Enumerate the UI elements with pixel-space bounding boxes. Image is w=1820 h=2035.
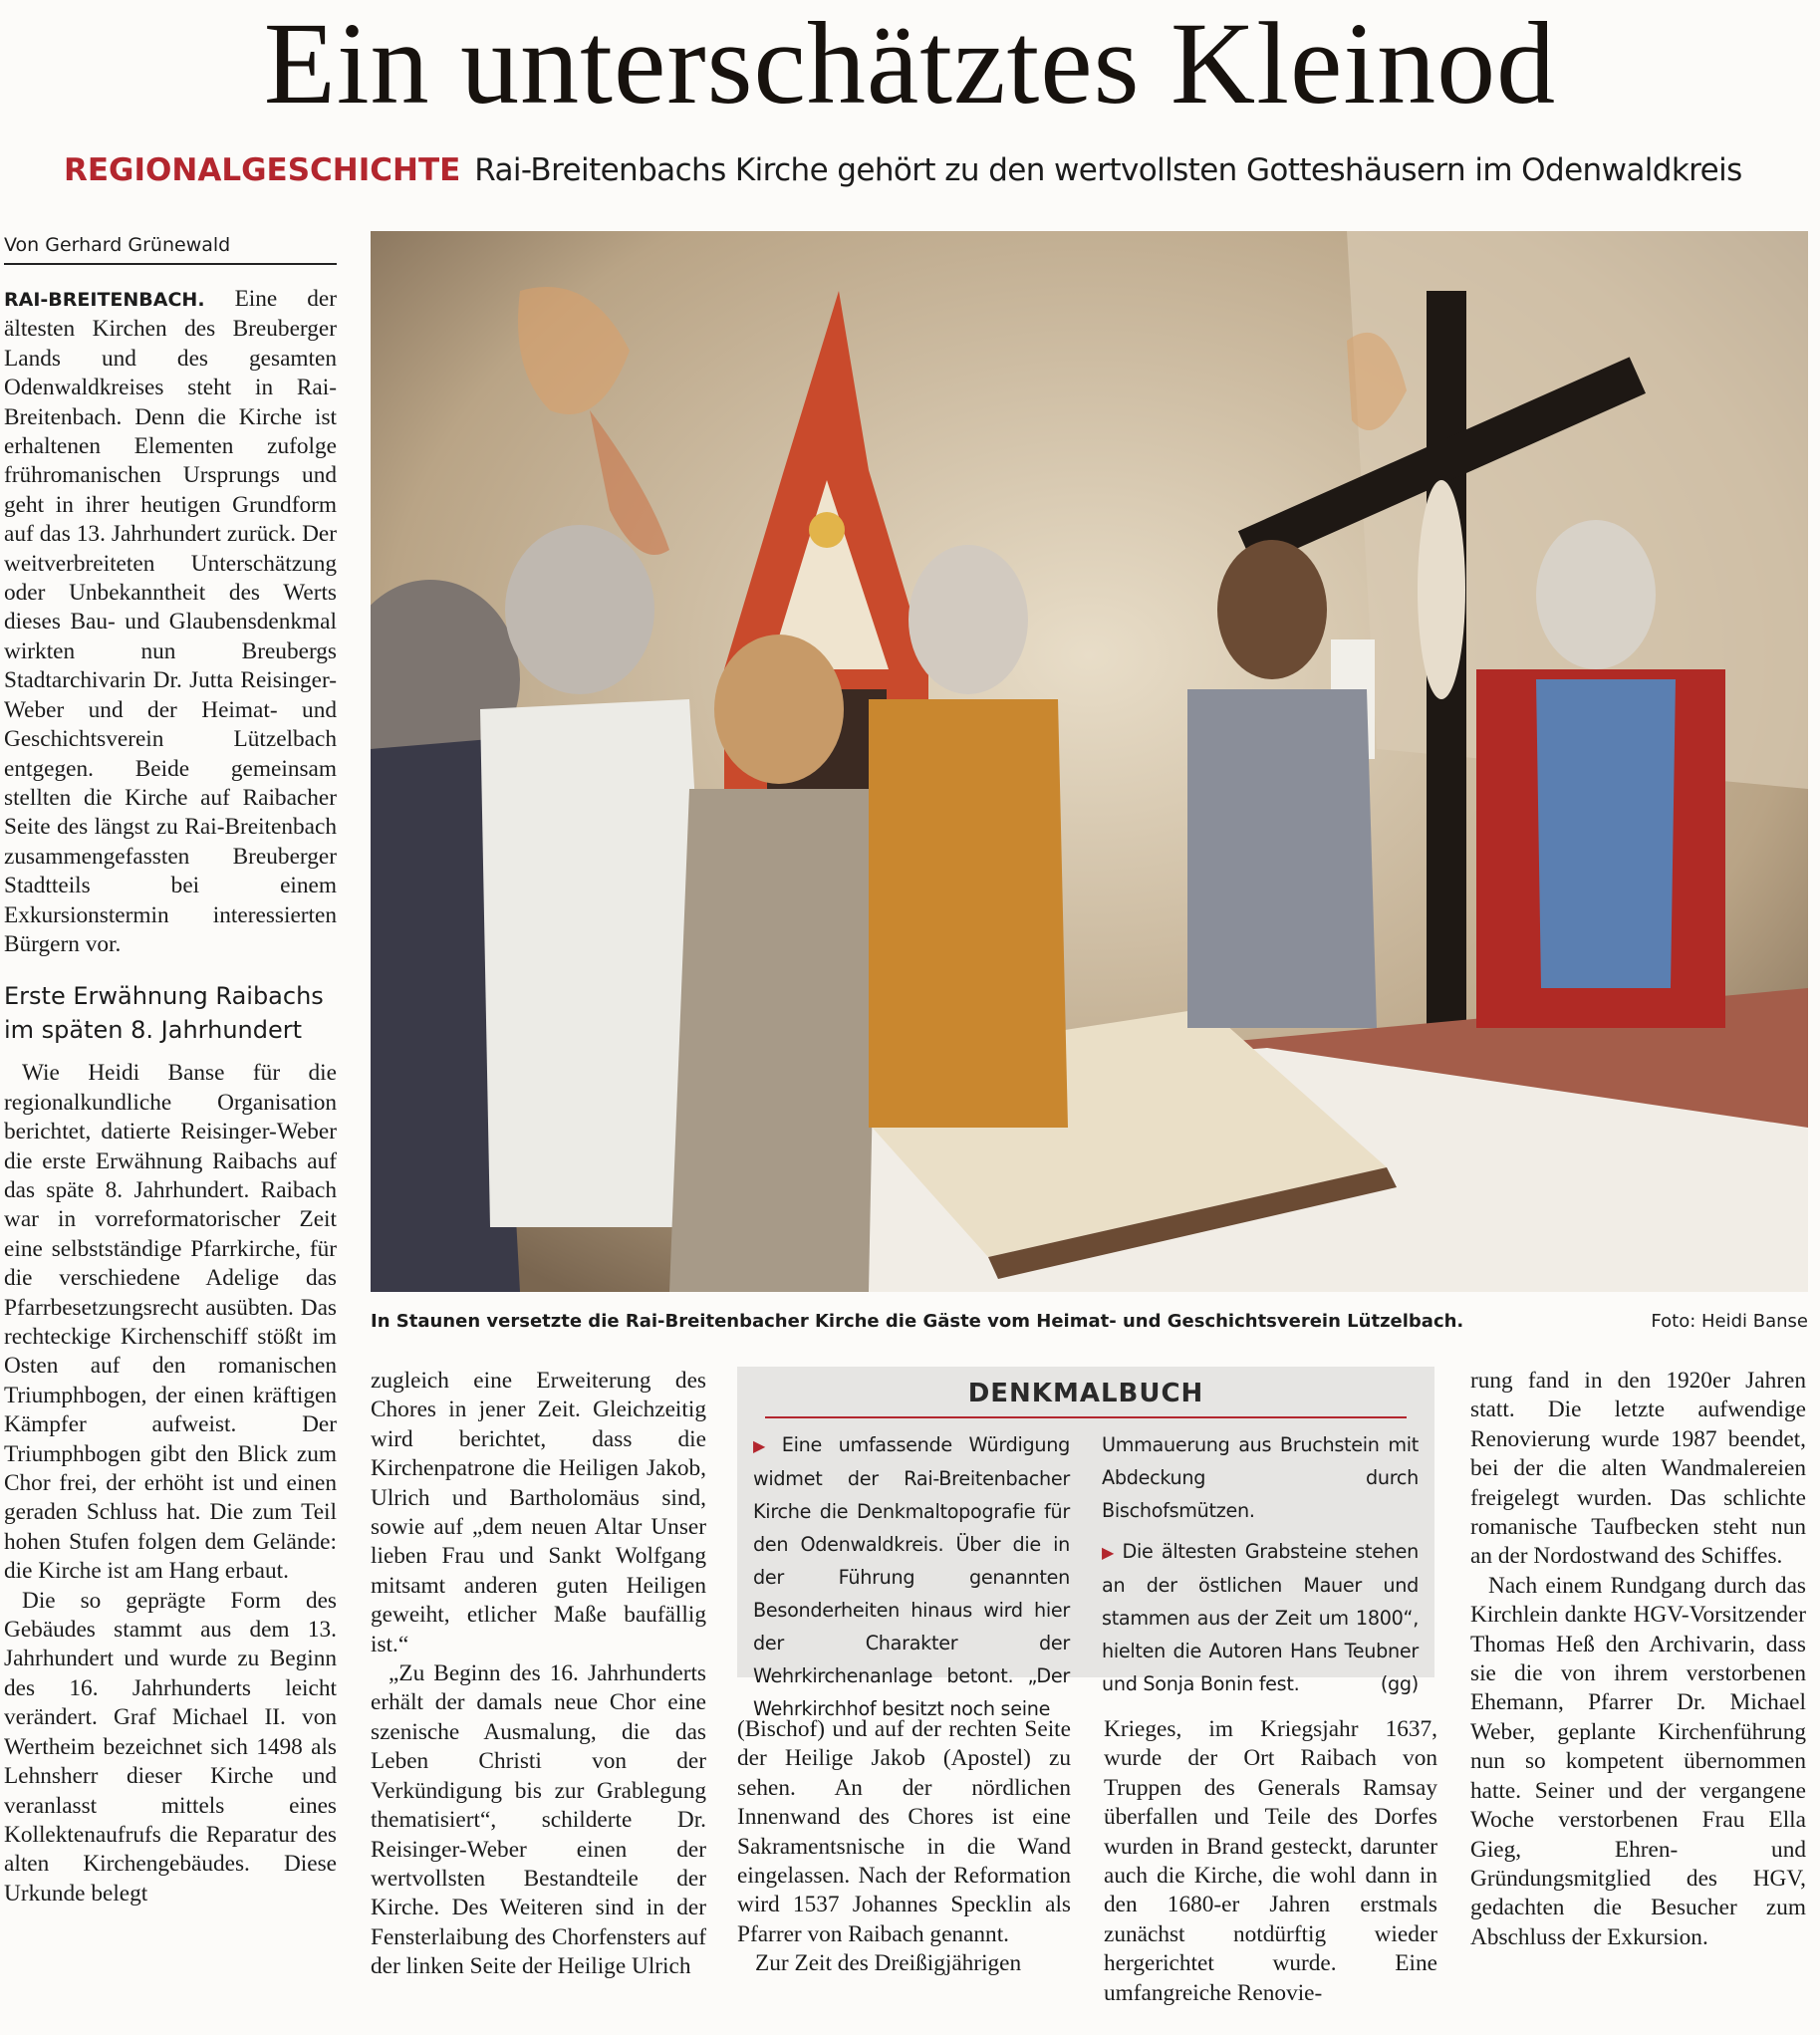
paragraph: Nach einem Rundgang durch das Kirchlein dankte HGV-Vorsitzender Thomas Heß den Archivarin, dass sie die von ihrem verstorbenen Ehemann, Pfarrer Dr. Michael Weber, geplante Kirchenführung nun so kompetent übernommen hatte. Seiner und der vergangene Woche verstorbenen Frau Ella Gieg, Ehren- und Gründungsmitglied des HGV, gedachten die Besucher zum Abschluss der Exkursion. [1470,1572,1806,1950]
article-column-2 [371,1367,706,2026]
info-box-text: Eine umfassende Würdigung widmet der Rai-Breitenbacher Kirche die Denkmaltopografie für den Odenwaldkreis. Über die in der Führung genannten Besonderheiten hinaus wird hier der Charakter der Wehrkirchenanlage betont. „Der Wehrkirchhof besitzt noch seine [753,1433,1070,1720]
photo-credit: Foto: Heidi Banse [1651,1311,1808,1332]
info-box-text: Ummauerung aus Bruchstein mit Abdeckung durch Bischofsmützen. [1102,1433,1419,1522]
headline: Ein unterschätztes Kleinod [263,0,1557,128]
info-box-item [1102,1535,1419,1700]
author-initials: (gg) [1380,1672,1419,1695]
article-column-5 [1470,1367,1806,2026]
triangle-bullet-icon: ▶ [1102,1543,1117,1562]
kicker: REGIONALGESCHICHTE [64,152,461,188]
info-box-column-right [1102,1428,1419,1700]
caption-text: In Staunen versetzte die Rai-Breitenbacher Kirche die Gäste vom Heimat- und Geschichtsverein Lützelbach. [371,1311,1464,1332]
paragraph: „Zu Beginn des 16. Jahrhunderts erhält der damals neue Chor eine szenische Ausmalung, die das Leben Christi von der Verkündigung bis zur Grablegung thematisiert“, schilderte Dr. Reisinger-Weber einen der wertvollsten Bestandteile der Kirche. Des Weiteren sind in der Fensterlaibung des Chorfensters auf der linken Seite der Heilige Ulrich [371,1660,706,1980]
info-box-column-left [753,1428,1070,1725]
photo-caption [371,1307,1808,1337]
subheadline [64,145,1797,195]
triangle-bullet-icon: ▶ [753,1436,776,1455]
paragraph: Zur Zeit des Dreißigjährigen [755,1950,1022,1977]
paragraph: Krieges, im Kriegsjahr 1637, wurde der Ort Raibach von Truppen des Generals Ramsay überfallen und Teile des Dorfes wurden in Brand gesteckt, darunter auch die Kirche, die wohl dann in den 1680-er Jahren erstmals zunächst notdürftig wieder hergerichtet wurde. Eine umfangreiche Renovie- [1104,1716,1437,2006]
paragraph: rung fand in den 1920er Jahren statt. Die letzte aufwendige Renovierung wurde 1987 beendet, bei der die alten Wandmalereien freigelegt wurden. Das schlichte romanische Taufbecken steht nun an der Nordostwand des Schiffes. [1470,1368,1806,1570]
info-box-denkmalbuch [737,1367,1434,1720]
lead-paragraph [4,285,337,959]
paragraph: (Bischof) und auf der rechten Seite der Heilige Jakob (Apostel) zu sehen. An der nördlichen Innenwand des Chores ist eine Sakramentsnische in die Wand eingelassen. Nach der Reformation wird 1537 Johannes Specklin als Pfarrer von Raibach genannt. [737,1716,1071,1947]
byline: Von Gerhard Grünewald [4,231,337,265]
paragraph: Die so geprägte Form des Gebäudes stammt aus dem 13. Jahrhundert und wurde zu Beginn des 16. Jahrhunderts leicht verändert. Graf Michael II. von Wertheim bezeichnet sich 1498 als Lehnsherr dieser Kirche und veranlasst mittels eines Kollektenaufrufs die Reparatur des alten Kirchengebäudes. Diese Urkunde belegt [4,1587,337,1907]
info-box-title: DENKMALBUCH [765,1375,1407,1418]
paragraph: zugleich eine Erweiterung des Chores in jener Zeit. Gleichzeitig wird berichtet, dass die Kirchenpatrone die Heiligen Jakob, Ulrich und Bartholomäus sind, sowie auf „dem neuen Altar Unser lieben Frau und Sankt Wolfgang mitsamt anderen guten Heiligen geweiht, etlicher Maße baufällig ist.“ [371,1368,706,1657]
info-box-text: Die ältesten Grabsteine stehen an der östlichen Mauer und stammen aus der Zeit um 1800“, hielten die Autoren Hans Teubner und Sonja Bonin fest. [1102,1540,1419,1695]
dateline: RAI-BREITENBACH. [4,289,205,311]
article-column-1 [4,285,337,2026]
lead-text: Eine der ältesten Kirchen des Breuberger Lands und des gesamten Odenwaldkreises steht in Rai-Breitenbach. Denn die Kirche ist erhaltenen Elementen zufolge frühromanischen Ursprungs und geht in ihrer heutigen Grundform auf das 13. Jahrhundert zurück. Der weitverbreiteten Unterschätzung oder Unbekanntheit des Werts dieses Bau- und Glaubensdenkmal wirkten nun Breubergs Stadtarchivarin Dr. Jutta Reisinger-Weber und der Heimat- und Geschichtsverein Lützelbach entgegen. Beide gemeinsam stellten die Kirche auf Raibacher Seite des längst zu Rai-Breitenbach zusammengefassten Breuberger Stadtteils bei einem Exkursionstermin interessierten Bürgern vor. [4,286,337,957]
paragraph: Wie Heidi Banse für die regionalkundliche Organisation berichtet, datierte Reisinger-Weber die erste Erwähnung Raibachs auf das späte 8. Jahrhundert. Raibach war in vorreformatorischer Zeit eine selbstständige Pfarrkirche, für die verschiedene Adelige das Pfarrbesetzungsrecht ausübten. Das rechteckige Kirchenschiff stößt im Osten auf den romanischen Triumphbogen, der einen kräftigen Kämpfer aufweist. Der Triumphbogen gibt den Blick zum Chor frei, der erhöht ist und einen geraden Schluss hat. Die zum Teil hohen Stufen folgen dem Gelände: die Kirche ist am Hang erbaut. [4,1060,337,1585]
article-column-3 [737,1715,1071,2026]
section-subheading: Erste Erwähnung Raibachs im späten 8. Jahrhundert [4,982,324,1045]
article-column-4 [1104,1715,1437,2026]
subhead-text: Rai-Breitenbachs Kirche gehört zu den wertvollsten Gotteshäusern im Odenwaldkreis [474,152,1742,188]
article-photo [371,231,1808,1292]
